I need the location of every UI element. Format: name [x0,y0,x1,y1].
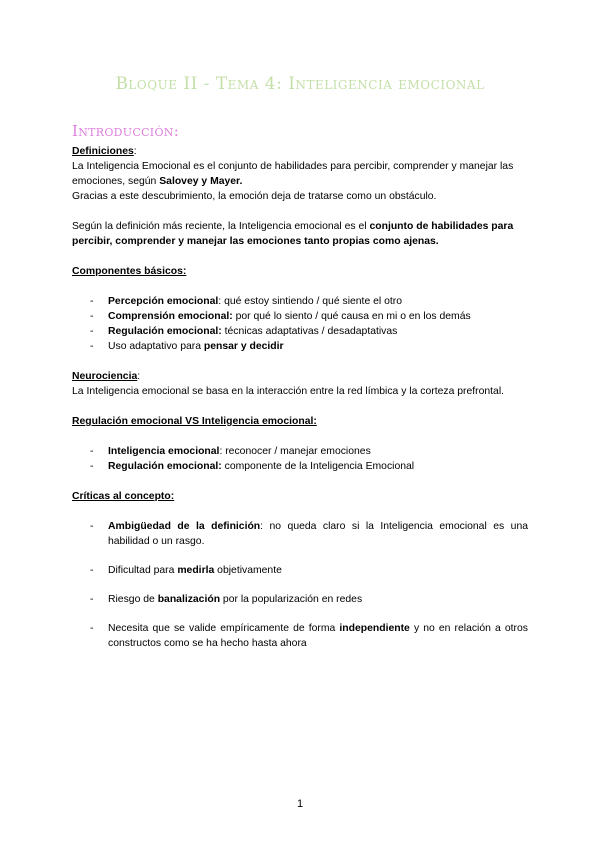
list-item [72,519,528,549]
heading-text: Críticas al concepto: [72,491,175,502]
heading-text: Regulación emocional VS Inteligencia emocional: [72,416,317,427]
regulacion-vs-heading [72,414,528,429]
item-bold: Inteligencia emocional [108,446,220,457]
list-item [72,324,528,339]
item-bold: Percepción emocional [108,296,219,307]
paragraph-text: Según la definición más reciente, la Inteligencia emocional es el [72,221,370,232]
criticas-list [72,519,528,651]
heading-text: Definiciones [72,146,134,157]
definiciones-paragraph-2: Gracias a este descubrimiento, la emoción deja de tratarse como un obstáculo. [72,191,437,202]
list-item [72,592,528,607]
paragraph-bold: Salovey y Mayer. [159,176,243,187]
paragraph-text: La Inteligencia Emocional es el conjunto de habilidades para percibir, comprender y manejar las emociones, según [72,161,514,187]
item-bold: Ambigüedad de la definición [108,521,261,532]
list-item [72,563,528,578]
list-item [72,444,528,459]
item-text: y no en relación a otros constructos como se ha hecho hasta ahora [108,623,528,649]
item-text: : qué estoy sintiendo / qué siente el otro [218,296,402,307]
document-body [72,144,528,665]
list-item [72,621,528,651]
definiciones-paragraph-1 [72,159,528,189]
page-number: 1 [296,798,304,810]
item-bold: Comprensión emocional: [108,311,233,322]
item-bold: medirla [177,565,215,576]
item-bold: Regulación emocional: [108,461,222,472]
list-item [72,339,528,354]
item-pre: Necesita que se valide empíricamente de forma [108,623,340,634]
item-bold: independiente [339,623,410,634]
heading-colon: : [133,146,137,157]
document-title: Bloque II - Tema 4: Inteligencia emocional [115,74,485,94]
item-pre: Riesgo de [108,594,158,605]
componentes-heading [72,264,528,279]
componentes-list [72,294,528,354]
item-text: técnicas adaptativas / desadaptativas [221,326,398,337]
item-text: por qué lo siento / qué causa en mi o en los demás [232,311,471,322]
item-text: objetivamente [214,565,282,576]
item-bold: Regulación emocional: [108,326,222,337]
definiciones-heading [72,144,528,159]
item-text: Uso adaptativo para [108,341,204,352]
item-bold: banalización [157,594,221,605]
item-text: por la popularización en redes [220,594,363,605]
item-text: : reconocer / manejar emociones [219,446,371,457]
list-item [72,294,528,309]
neurociencia-heading [72,369,528,384]
list-item [72,459,528,474]
regulacion-vs-list [72,444,528,474]
item-bold: pensar y decidir [203,341,284,352]
list-item [72,309,528,324]
criticas-heading [72,489,528,504]
paragraph-bold: conjunto de habilidades para percibir, comprender y manejar las emociones tanto propias como ajenas. [72,221,514,247]
definiciones-paragraph-3 [72,219,528,249]
section-title: Introducción: [72,122,180,140]
item-text: componente de la Inteligencia Emocional [221,461,415,472]
item-pre: Dificultad para [108,565,178,576]
item-text: : no queda claro si la Inteligencia emocional es una habilidad o un rasgo. [108,521,528,547]
heading-colon: : [137,371,141,382]
heading-text: Neurociencia [72,371,138,382]
neurociencia-paragraph: La Inteligencia emocional se basa en la interacción entre la red límbica y la corteza prefrontal. [72,386,505,397]
heading-text: Componentes básicos: [72,266,187,277]
